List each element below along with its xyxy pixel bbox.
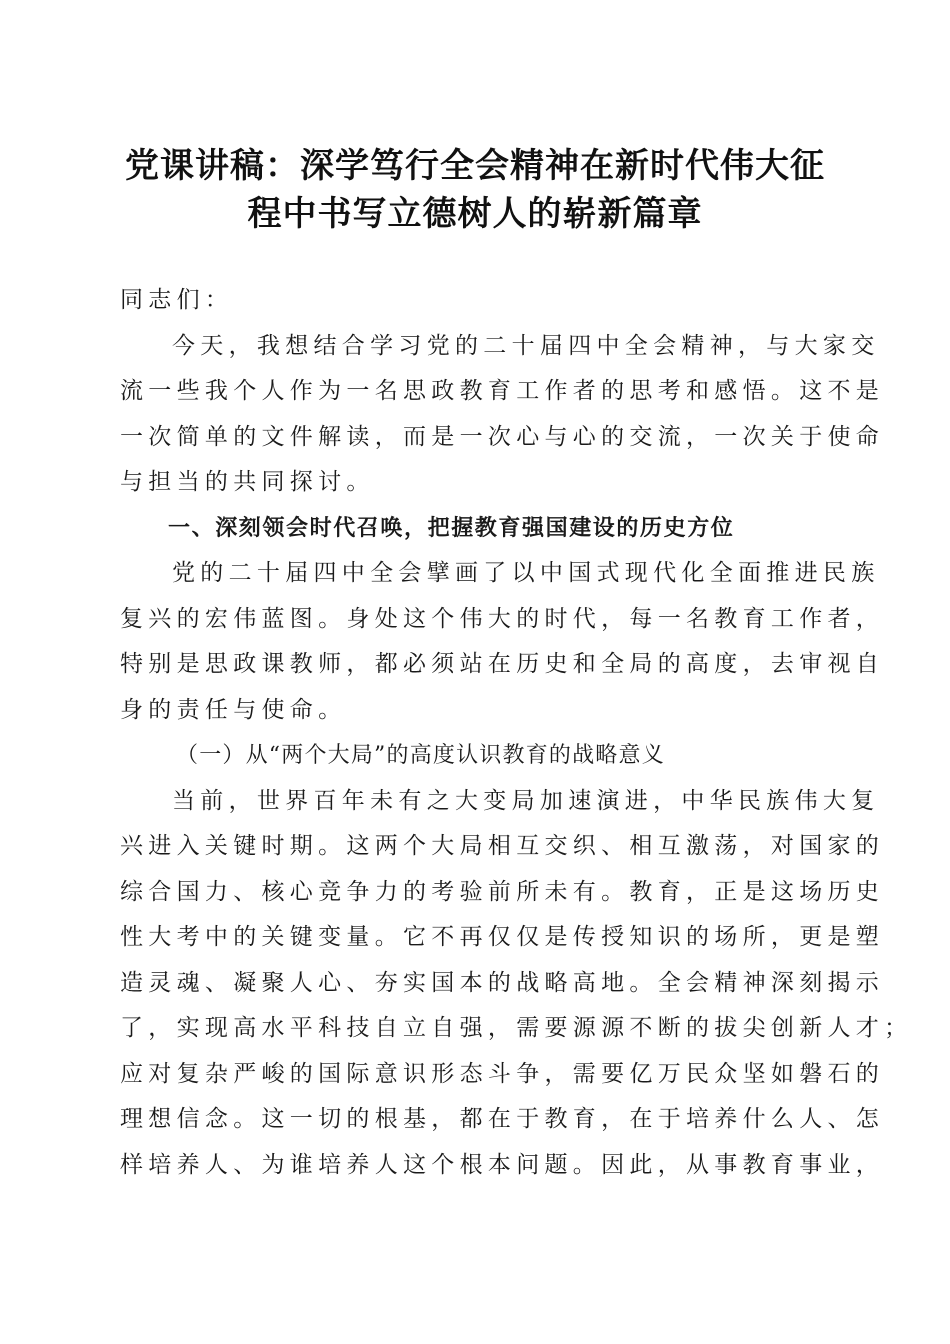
document-title-line-2: 程中书写立德树人的崭新篇章: [247, 194, 703, 234]
paragraph-line: 党的二十届四中全会擘画了以中国式现代化全面推进民族: [172, 560, 880, 586]
sub-paragraph-line: 性大考中的关键变量。它不再仅仅是传授知识的场所，更是塑: [120, 924, 885, 950]
paragraph-line: 身的责任与使命。: [120, 696, 347, 723]
sub-paragraph-line: 当前，世界百年未有之大变局加速演进，中华民族伟大复: [172, 787, 880, 814]
intro-line: 今天，我想结合学习党的二十届四中全会精神，与大家交: [172, 332, 880, 359]
section-heading: 一、深刻领会时代召唤，把握教育强国建设的历史方位: [168, 515, 735, 541]
sub-paragraph-line: 兴进入关键时期。这两个大局相互交织、相互激荡，对国家的: [120, 833, 885, 859]
sub-paragraph-line: 造灵魂、凝聚人心、夯实国本的战略高地。全会精神深刻揭示: [120, 969, 885, 996]
paragraph-line: 特别是思政课教师，都必须站在历史和全局的高度，去审视自: [120, 651, 885, 677]
intro-line: 与担当的共同探讨。: [120, 469, 375, 495]
sub-paragraph-line: 理想信念。这一切的根基，都在于教育，在于培养什么人、怎: [120, 1106, 885, 1132]
document-title-line-1: 党课讲稿：深学笃行全会精神在新时代伟大征: [125, 146, 825, 186]
sub-paragraph-line: 了，实现高水平科技自立自强，需要源源不断的拔尖创新人才；: [120, 1015, 913, 1041]
subsection-heading: （一）从“两个大局”的高度认识教育的战略意义: [176, 743, 665, 768]
intro-line: 一次简单的文件解读，而是一次心与心的交流，一次关于使命: [120, 423, 885, 450]
sub-paragraph-line: 样培养人、为谁培养人这个根本问题。因此，从事教育事业，: [120, 1151, 885, 1178]
sub-paragraph-line: 综合国力、核心竞争力的考验前所未有。教育，正是这场历史: [120, 878, 885, 905]
intro-line: 流一些我个人作为一名思政教育工作者的思考和感悟。这不是: [120, 378, 885, 404]
sub-paragraph-line: 应对复杂严峻的国际意识形态斗争，需要亿万民众坚如磐石的: [120, 1060, 885, 1087]
salutation: 同志们：: [120, 287, 234, 313]
document-body: [120, 278, 913, 1188]
paragraph-line: 复兴的宏伟蓝图。身处这个伟大的时代，每一名教育工作者，: [120, 605, 885, 632]
